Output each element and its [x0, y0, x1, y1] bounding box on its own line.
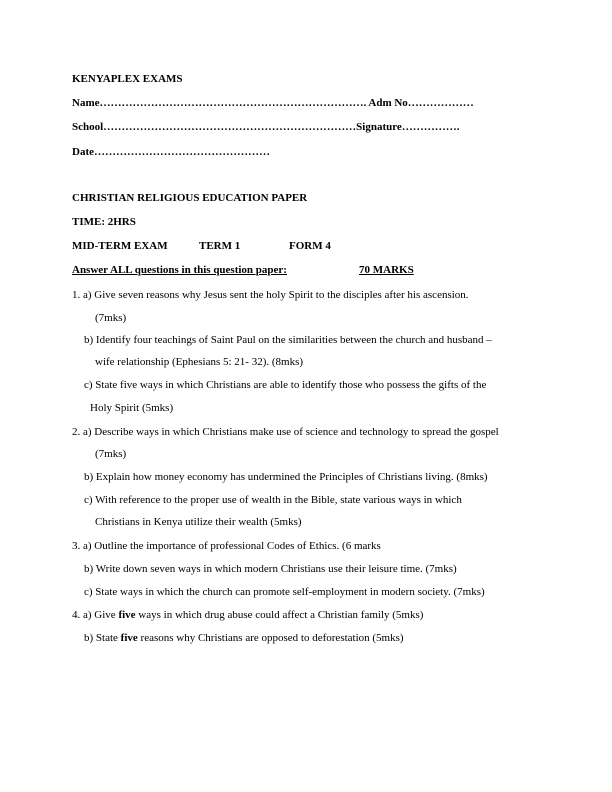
question-1c-cont: Holy Spirit (5mks)	[90, 402, 174, 414]
question-3b: b) Write down seven ways in which modern Christians use their leisure time. (7mks)	[84, 563, 457, 575]
question-1a-marks: (7mks)	[95, 312, 127, 324]
instruction: Answer ALL questions in this question paper:	[72, 264, 287, 276]
exam-time: TIME: 2HRS	[72, 216, 136, 228]
question-2c: c) With reference to the proper use of wealth in the Bible, state various ways in which	[84, 494, 462, 506]
question-3a: 3. a) Outline the importance of professional Codes of Ethics. (6 marks	[72, 540, 381, 552]
question-1c: c) State five ways in which Christians are able to identify those who possess the gifts of the	[84, 379, 487, 391]
school-org-title: KENYAPLEX EXAMS	[72, 73, 183, 85]
question-4b-pre: b) State	[84, 632, 121, 644]
name-adm-line: Name………………………………………………………………. Adm No………………	[72, 97, 474, 109]
exam-type: MID-TERM EXAM	[72, 240, 168, 252]
exam-form: FORM 4	[289, 240, 331, 252]
exam-term: TERM 1	[199, 240, 241, 252]
question-2b: b) Explain how money economy has undermined the Principles of Christians living. (8mks)	[84, 471, 488, 483]
question-4a-pre: 4. a) Give	[72, 609, 119, 621]
question-4b	[84, 632, 404, 645]
question-2a: 2. a) Describe ways in which Christians make use of science and technology to spread the gospel	[72, 426, 499, 438]
question-3c: c) State ways in which the church can promote self-employment in modern society. (7mks)	[84, 586, 485, 598]
question-1a: 1. a) Give seven reasons why Jesus sent the holy Spirit to the disciples after his ascension.	[72, 289, 469, 301]
date-line: Date…………………………………………	[72, 146, 270, 158]
question-4b-bold: five	[120, 632, 138, 644]
question-1b-cont: wife relationship (Ephesians 5: 21- 32). (8mks)	[95, 356, 304, 368]
question-4a-post: ways in which drug abuse could affect a Christian family (5mks)	[135, 609, 424, 621]
question-4a	[72, 609, 423, 622]
question-4b-post: reasons why Christians are opposed to deforestation (5mks)	[137, 632, 404, 644]
question-1b: b) Identify four teachings of Saint Paul on the similarities between the church and husband –	[84, 334, 492, 346]
question-2a-marks: (7mks)	[95, 448, 127, 460]
paper-subject: CHRISTIAN RELIGIOUS EDUCATION PAPER	[72, 192, 308, 204]
question-2c-cont: Christians in Kenya utilize their wealth (5mks)	[95, 516, 302, 528]
total-marks: 70 MARKS	[359, 264, 414, 276]
question-4a-bold: five	[118, 609, 136, 621]
school-signature-line: School……………………………………………………………Signature…………….	[72, 121, 460, 133]
